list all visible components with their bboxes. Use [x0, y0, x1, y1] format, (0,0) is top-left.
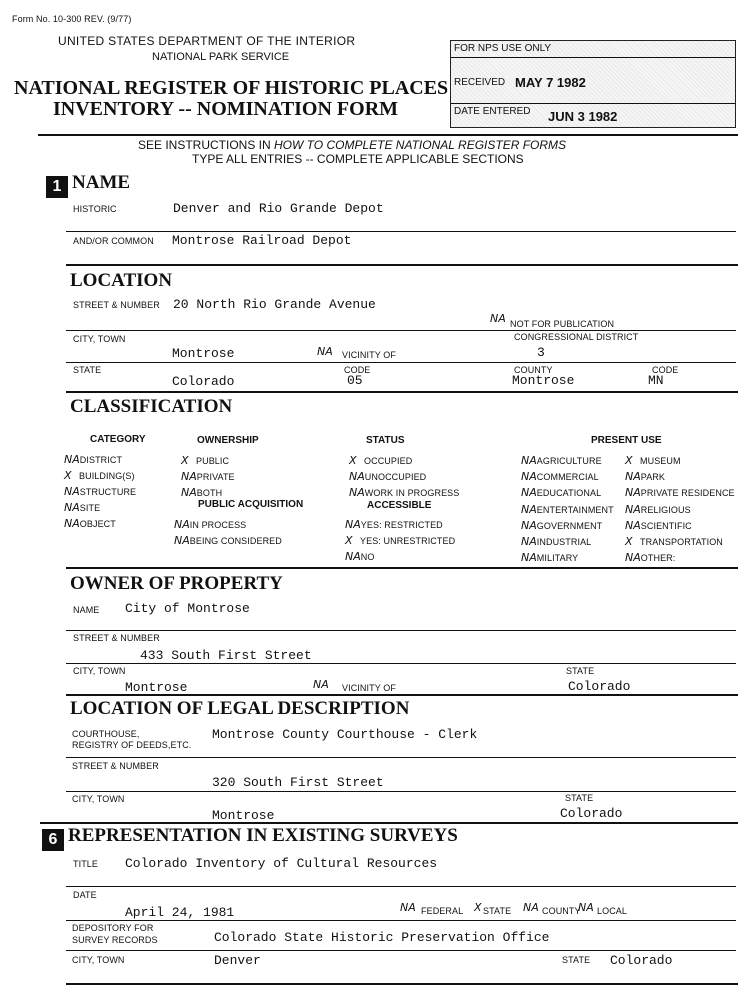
received-label: RECEIVED — [454, 77, 506, 88]
date-entered-label: DATE ENTERED — [454, 106, 531, 117]
item-label: EDUCATIONAL — [536, 488, 602, 499]
item-label: AGRICULTURE — [536, 456, 602, 466]
depository: Colorado State Historic Preservation Office — [214, 930, 550, 945]
check-mark: NA — [521, 551, 537, 565]
owner-city: Montrose — [125, 680, 188, 695]
check-mark: X — [349, 454, 357, 467]
check-mark: NA — [625, 518, 641, 532]
item-label: MUSEUM — [640, 456, 681, 466]
courthouse-label-1: COURTHOUSE, — [72, 729, 140, 739]
item-label: UNOCCUPIED — [364, 472, 427, 482]
county-code: MN — [648, 373, 664, 388]
location-street-label: STREET & NUMBER — [73, 300, 160, 310]
item-label: COMMERCIAL — [536, 472, 599, 483]
check-mark: NA — [625, 486, 641, 500]
check-mark: NA — [64, 501, 80, 514]
check-mark: NA — [181, 470, 197, 483]
survey-title-label: TITLE — [73, 859, 99, 869]
check-mark: NA — [521, 486, 537, 500]
check-mark: NA — [521, 470, 537, 484]
check-mark: NA — [64, 453, 80, 466]
check-mark: X — [181, 454, 189, 467]
location-city: Montrose — [172, 346, 235, 361]
item-label: YES: UNRESTRICTED — [360, 536, 456, 546]
check-mark: NA — [181, 486, 197, 499]
courthouse-label-2: REGISTRY OF DEEDS,ETC. — [72, 740, 192, 750]
category-header: CATEGORY — [90, 434, 146, 445]
check-mark: NA — [521, 454, 537, 467]
legal-street: 320 South First Street — [212, 775, 384, 790]
check-mark: NA — [345, 518, 361, 531]
section-owner-heading: OWNER OF PROPERTY — [70, 573, 283, 594]
owner-vicinity-mark: NA — [313, 678, 329, 691]
form-title-line2: INVENTORY -- NOMINATION FORM — [53, 98, 399, 120]
federal-mark: NA — [400, 901, 416, 914]
nps-use-box — [450, 40, 736, 128]
item-label: RELIGIOUS — [640, 504, 691, 515]
not-for-publication-label: NOT FOR PUBLICATION — [510, 319, 615, 329]
courthouse: Montrose County Courthouse - Clerk — [212, 727, 478, 742]
item-label: INDUSTRIAL — [536, 537, 592, 547]
check-mark: NA — [64, 485, 80, 498]
survey-date-label: DATE — [73, 890, 97, 900]
check-mark: X — [625, 454, 633, 467]
accessible-header: ACCESSIBLE — [367, 500, 432, 511]
item-label: IN PROCESS — [189, 520, 247, 530]
local-survey-label: LOCAL — [597, 906, 628, 916]
common-name: Montrose Railroad Depot — [172, 233, 352, 248]
survey-city-label: CITY, TOWN — [72, 955, 125, 965]
survey-state-label: STATE — [562, 955, 591, 965]
owner-state: Colorado — [568, 679, 631, 694]
historic-name: Denver and Rio Grande Depot — [173, 201, 384, 216]
code-label: CODE — [344, 365, 371, 375]
section-location-heading: LOCATION — [70, 270, 173, 291]
legal-city: Montrose — [212, 808, 275, 823]
nps-box-label: FOR NPS USE ONLY — [454, 43, 552, 54]
item-label: PUBLIC — [196, 456, 230, 466]
item-label: MILITARY — [536, 553, 579, 564]
classification-item — [174, 531, 282, 549]
classification-item — [64, 514, 116, 532]
classification-item — [521, 548, 578, 566]
item-label: PRIVATE — [196, 472, 235, 482]
county-survey-mark: NA — [523, 901, 539, 914]
congressional-district-label: CONGRESSIONAL DISTRICT — [514, 332, 639, 342]
owner-street: 433 South First Street — [140, 648, 312, 663]
instructions-line1: SEE INSTRUCTIONS IN HOW TO COMPLETE NATIONAL REGISTER FORMS — [138, 138, 567, 152]
date-entered-stamp: JUN 3 1982 — [548, 109, 618, 124]
status-header: STATUS — [366, 435, 405, 446]
depository-label-2: SURVEY RECORDS — [72, 935, 158, 945]
owner-name-label: NAME — [73, 605, 100, 615]
legal-city-label: CITY, TOWN — [72, 794, 125, 804]
survey-state: Colorado — [610, 953, 673, 968]
check-mark: NA — [625, 470, 641, 484]
item-label: DISTRICT — [79, 455, 123, 465]
common-label: AND/OR COMMON — [73, 236, 154, 246]
public-acquisition-header: PUBLIC ACQUISITION — [198, 499, 304, 510]
owner-state-label: STATE — [566, 666, 595, 676]
legal-state-label: STATE — [565, 793, 594, 803]
check-mark: NA — [345, 550, 361, 563]
check-mark: NA — [625, 551, 641, 565]
check-mark: NA — [521, 502, 537, 516]
historic-label: HISTORIC — [73, 204, 117, 214]
item-label: SITE — [79, 503, 101, 513]
check-mark: NA — [174, 534, 190, 547]
legal-street-label: STREET & NUMBER — [72, 761, 159, 771]
location-vicinity-mark: NA — [317, 345, 333, 358]
check-mark: NA — [521, 535, 537, 548]
item-label: WORK IN PROGRESS — [364, 488, 460, 498]
form-number: Form No. 10-300 REV. (9/77) — [12, 14, 132, 24]
item-label: YES: RESTRICTED — [360, 520, 443, 530]
survey-city: Denver — [214, 953, 261, 968]
check-mark: NA — [521, 518, 537, 532]
section-name-heading: 1 NAME — [46, 172, 130, 198]
item-label: BOTH — [196, 488, 223, 498]
check-mark: NA — [349, 486, 365, 499]
item-label: SCIENTIFIC — [640, 520, 692, 531]
location-state: Colorado — [172, 374, 235, 389]
item-label: ENTERTAINMENT — [536, 504, 614, 515]
state-survey-mark: X — [474, 901, 482, 914]
owner-city-label: CITY, TOWN — [73, 666, 126, 676]
location-street: 20 North Rio Grande Avenue — [173, 297, 376, 312]
not-for-publication-mark: NA — [490, 312, 506, 325]
present-use-header: PRESENT USE — [591, 435, 662, 446]
section-surveys-heading: 6 REPRESENTATION IN EXISTING SURVEYS — [42, 825, 458, 851]
legal-state: Colorado — [560, 806, 623, 821]
section-number-badge: 1 — [46, 176, 68, 198]
classification-item — [349, 483, 459, 501]
state-label: STATE — [73, 365, 102, 375]
section-number-badge-6: 6 — [42, 829, 64, 851]
item-label: OTHER: — [640, 553, 676, 564]
item-label: STRUCTURE — [79, 487, 137, 497]
check-mark: NA — [64, 517, 80, 530]
survey-date: April 24, 1981 — [125, 905, 235, 920]
item-label: PRIVATE RESIDENCE — [640, 488, 735, 499]
service-name: NATIONAL PARK SERVICE — [152, 51, 290, 63]
county-label: COUNTY — [514, 365, 553, 375]
item-label: GOVERNMENT — [536, 520, 603, 531]
local-survey-mark: NA — [578, 901, 594, 914]
item-label: BUILDING(S) — [79, 471, 135, 481]
county-code-label: CODE — [652, 365, 679, 375]
owner-street-label: STREET & NUMBER — [73, 633, 160, 643]
survey-title: Colorado Inventory of Cultural Resources — [125, 856, 438, 871]
county-survey-label: COUNTY — [542, 906, 581, 916]
item-label: TRANSPORTATION — [640, 537, 723, 547]
item-label: BEING CONSIDERED — [189, 536, 282, 546]
department-name: UNITED STATES DEPARTMENT OF THE INTERIOR — [58, 34, 356, 48]
location-county: Montrose — [512, 373, 575, 388]
classification-item — [625, 548, 675, 566]
item-label: OCCUPIED — [364, 456, 413, 466]
section-legal-description-heading: LOCATION OF LEGAL DESCRIPTION — [70, 698, 410, 719]
check-mark: X — [345, 534, 353, 547]
ownership-header: OWNERSHIP — [197, 435, 259, 446]
received-stamp: MAY 7 1982 — [515, 75, 586, 90]
check-mark: X — [64, 469, 72, 482]
check-mark: X — [625, 535, 633, 548]
check-mark: NA — [349, 470, 365, 483]
state-code: 05 — [347, 373, 363, 388]
state-survey-label: STATE — [483, 906, 512, 916]
depository-label-1: DEPOSITORY FOR — [72, 923, 154, 933]
location-vicinity-label: VICINITY OF — [342, 350, 396, 360]
congressional-district: 3 — [537, 345, 545, 360]
owner-name: City of Montrose — [125, 601, 250, 616]
item-label: PARK — [640, 472, 666, 483]
federal-label: FEDERAL — [421, 906, 464, 916]
classification-item — [345, 547, 374, 565]
section-classification-heading: CLASSIFICATION — [70, 396, 233, 417]
item-label: OBJECT — [79, 519, 116, 529]
check-mark: NA — [625, 502, 641, 516]
owner-vicinity-label: VICINITY OF — [342, 683, 396, 693]
city-label: CITY, TOWN — [73, 334, 126, 344]
form-title-line1: NATIONAL REGISTER OF HISTORIC PLACES — [14, 77, 449, 99]
item-label: NO — [360, 552, 375, 562]
instructions-line2: TYPE ALL ENTRIES -- COMPLETE APPLICABLE SECTIONS — [192, 152, 524, 166]
check-mark: NA — [174, 518, 190, 531]
